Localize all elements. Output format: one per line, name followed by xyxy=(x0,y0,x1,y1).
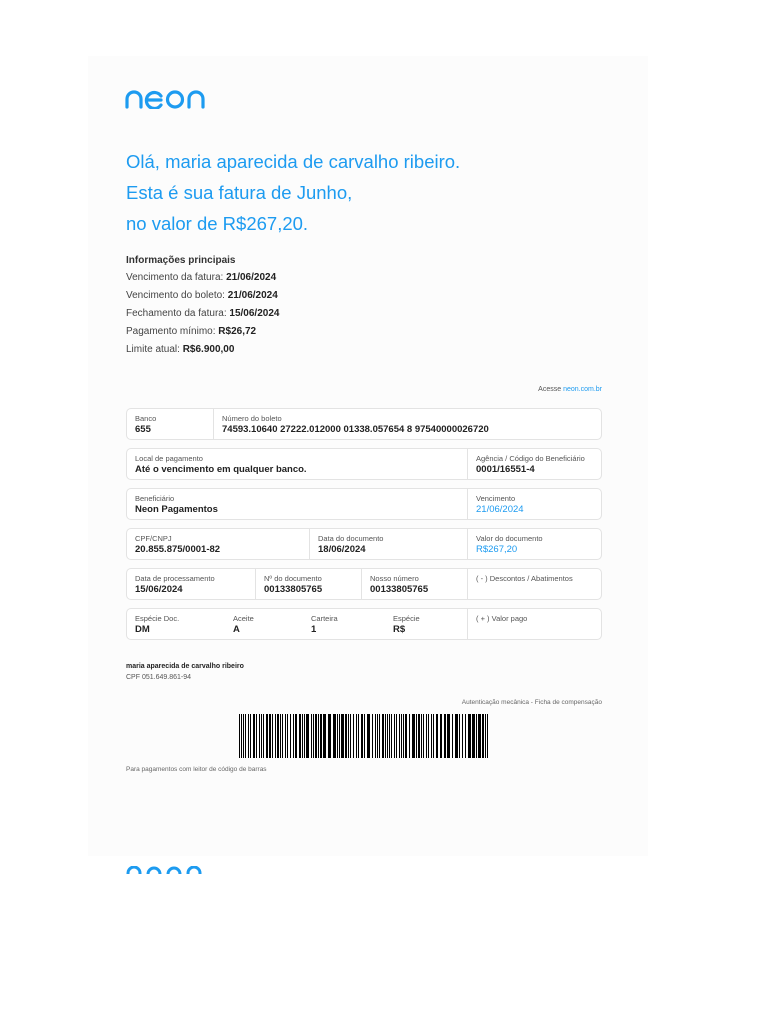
greeting-line-3: no valor de R$267,20. xyxy=(126,213,309,234)
payment-place-cell: Local de pagamento Até o vencimento em qualquer banco. xyxy=(135,454,307,475)
boleto-row-beneficiary xyxy=(126,488,602,520)
doc-value-cell: Valor do documento R$267,20 xyxy=(467,529,601,559)
boleto-row-species xyxy=(126,608,602,640)
payer-info xyxy=(126,661,244,683)
greeting-heading xyxy=(126,146,460,239)
discounts-cell: ( - ) Descontos / Abatimentos xyxy=(467,569,601,599)
neon-logo-footer xyxy=(126,866,202,874)
payer-cpf: CPF 051.649.861-94 xyxy=(126,674,191,681)
proc-date-cell: Data de processamento 15/06/2024 xyxy=(135,574,215,595)
agency-cell: Agência / Código do Beneficiário 0001/16551-4 xyxy=(467,449,601,479)
info-row-closing: Fechamento da fatura: 15/06/2024 xyxy=(126,308,280,319)
payer-name: maria aparecida de carvalho ribeiro xyxy=(126,663,244,670)
wallet-cell: Carteira 1 xyxy=(311,614,338,635)
info-row-limit: Limite atual: R$6.900,00 xyxy=(126,344,235,355)
species-cell: Espécie R$ xyxy=(393,614,420,635)
neon-site-link[interactable]: neon.com.br xyxy=(563,386,602,393)
doc-date-cell: Data do documento 18/06/2024 xyxy=(309,529,467,559)
neon-logo xyxy=(125,85,205,109)
cpf-cell: CPF/CNPJ 20.855.875/0001-82 xyxy=(135,534,221,555)
main-info-title: Informações principais xyxy=(126,255,236,266)
boleto-row-bank xyxy=(126,408,602,440)
info-row-min-payment: Pagamento mínimo: R$26,72 xyxy=(126,326,257,337)
doc-number-cell: Nº do documento 00133805765 xyxy=(255,569,361,599)
info-row-invoice-due: Vencimento da fatura: 21/06/2024 xyxy=(126,272,277,283)
our-number-cell: Nosso número 00133805765 xyxy=(361,569,467,599)
access-note: Acesse neon.com.br xyxy=(538,386,602,393)
bank-cell: Banco 655 xyxy=(127,409,213,439)
boleto-row-place xyxy=(126,448,602,480)
boleto-number[interactable]: 74593.10640 27222.012000 01338.057654 8 97540000026720 xyxy=(222,424,489,435)
boleto-row-cpf xyxy=(126,528,602,560)
info-row-boleto-due: Vencimento do boleto: 21/06/2024 xyxy=(126,290,278,301)
due-date-cell: Vencimento 21/06/2024 xyxy=(467,489,601,519)
boleto-number-cell: Número do boleto 74593.10640 27222.012000 01338.057654 8 97540000026720 xyxy=(213,409,601,439)
bank-code: 655 xyxy=(135,424,151,435)
species-doc-cell: Espécie Doc. DM xyxy=(135,614,180,635)
mechanical-auth-label: Autenticação mecânica - Ficha de compensação xyxy=(461,699,602,706)
beneficiary-cell: Beneficiário Neon Pagamentos xyxy=(135,494,218,515)
paid-value-cell: ( + ) Valor pago xyxy=(467,609,601,639)
greeting-line-1: Olá, maria aparecida de carvalho ribeiro. xyxy=(126,151,461,172)
accept-cell: Aceite A xyxy=(233,614,254,635)
main-info xyxy=(126,255,279,359)
barcode[interactable] xyxy=(239,714,489,758)
greeting-line-2: Esta é sua fatura de Junho, xyxy=(126,182,353,203)
barcode-caption: Para pagamentos com leitor de código de barras xyxy=(126,766,267,773)
boleto-row-processing xyxy=(126,568,602,600)
